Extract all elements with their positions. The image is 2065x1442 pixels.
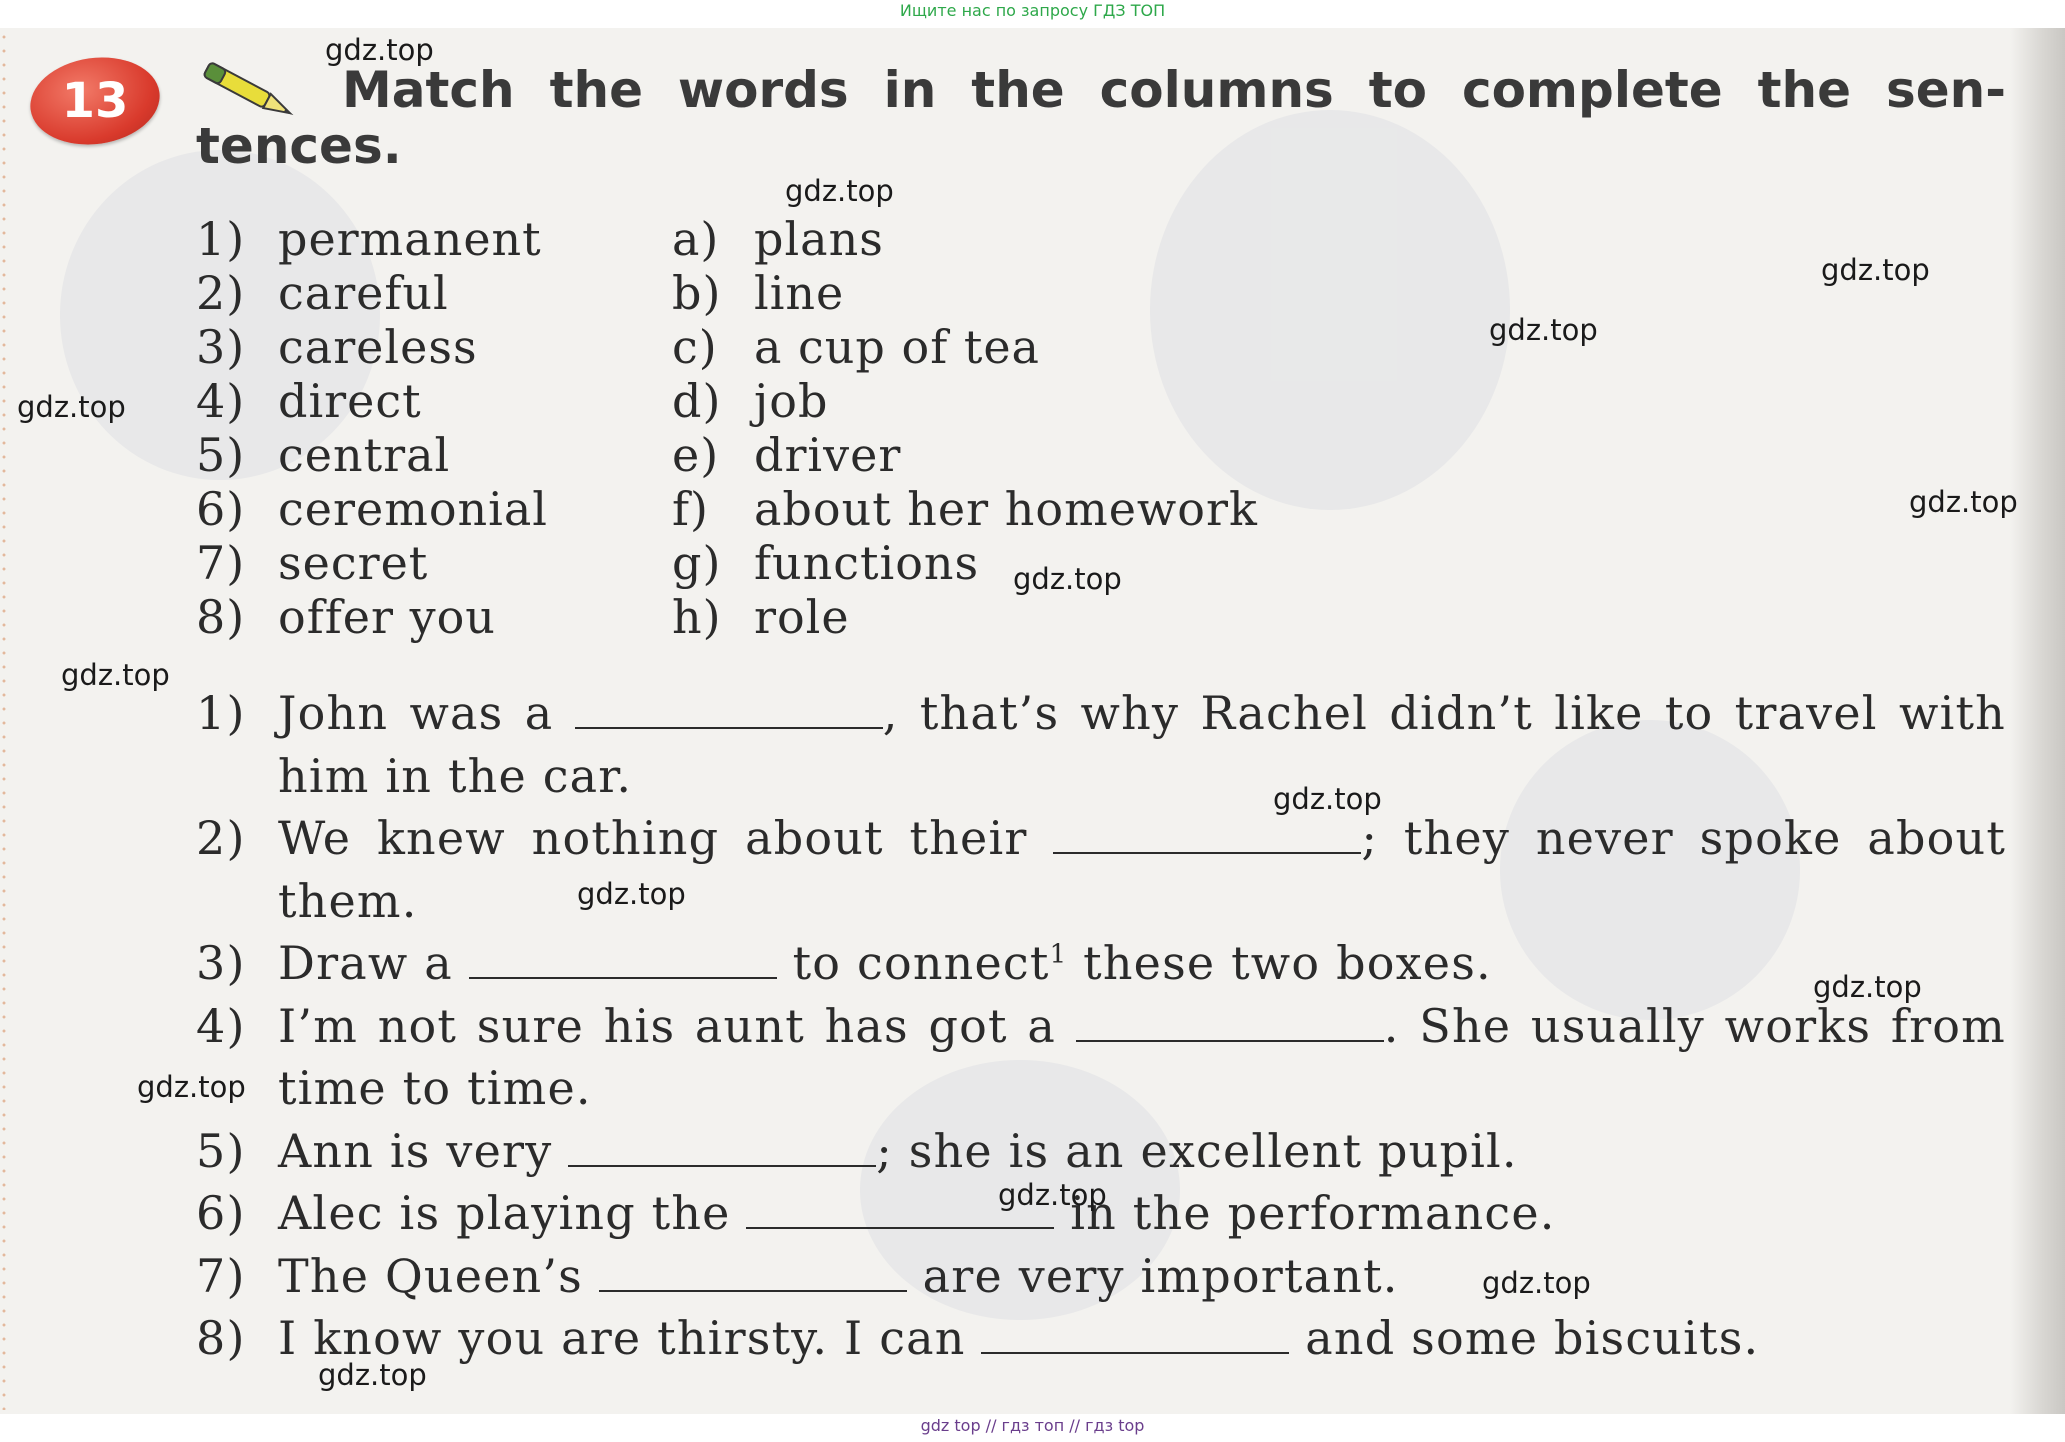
item-word: driver [754, 428, 902, 482]
list-item [196, 590, 548, 644]
footnote-marker: 1 [1049, 939, 1068, 970]
item-word: functions [754, 536, 980, 590]
item-letter: f) [672, 482, 709, 536]
sentence-text-after: ; she is an excellent pupil. [876, 1123, 1518, 1178]
left-word-column [196, 212, 548, 644]
sentence-number: 2) [196, 811, 246, 865]
item-word: a cup of tea [754, 320, 1040, 374]
item-word: permanent [278, 212, 542, 266]
sentence-item [196, 807, 2006, 932]
sentence-text-before: I know you are thirsty. I can [278, 1311, 966, 1365]
watermark: gdz.top [1273, 782, 1382, 816]
answer-blank[interactable] [469, 937, 777, 979]
watermark: gdz.top [1013, 562, 1122, 596]
sentence-number: 4) [196, 998, 246, 1053]
item-letter: c) [672, 320, 718, 374]
exercise-number: 13 [61, 73, 129, 129]
item-number: 8) [196, 590, 246, 644]
sentence-text-before: Ann is very [278, 1123, 553, 1178]
item-number: 7) [196, 536, 246, 590]
list-item [672, 536, 1258, 590]
list-item [196, 212, 548, 266]
answer-blank[interactable] [575, 687, 883, 729]
sentence-item [196, 995, 2006, 1120]
item-number: 4) [196, 374, 246, 428]
list-item [672, 590, 1258, 644]
list-item [672, 212, 1258, 266]
item-word: ceremonial [278, 482, 548, 536]
watermark: gdz.top [61, 658, 170, 692]
list-item [196, 320, 548, 374]
item-word: secret [278, 536, 429, 590]
exercise-instruction [196, 62, 2006, 174]
list-item [196, 428, 548, 482]
sentence-text-before: John was a [278, 686, 554, 740]
sentence-text-after: in the performance. [1070, 1186, 1556, 1240]
item-word: careful [278, 266, 449, 320]
watermark: gdz.top [318, 1358, 427, 1392]
list-item [196, 266, 548, 320]
watermark: gdz.top [17, 390, 126, 424]
watermark: gdz.top [1813, 970, 1922, 1004]
item-word: plans [754, 212, 884, 266]
item-number: 1) [196, 212, 246, 266]
item-number: 5) [196, 428, 246, 482]
sentence-text-after: ; they never spoke about them. [278, 811, 2006, 928]
item-number: 2) [196, 266, 246, 320]
list-item [196, 536, 548, 590]
sentence-text-after: , that’s why Rachel didn’t like to travel with him in the car. [278, 686, 2006, 803]
list-item [672, 428, 1258, 482]
answer-blank[interactable] [1076, 1000, 1384, 1042]
sentence-text-before: The Queen’s [278, 1248, 583, 1303]
sentence-item [196, 1307, 2006, 1370]
list-item [196, 482, 548, 536]
watermark: gdz.top [1482, 1266, 1591, 1300]
item-letter: g) [672, 536, 722, 590]
top-banner[interactable]: Ищите нас по запросу ГДЗ ТОП [899, 1, 1166, 20]
sentence-text-after: to connect [792, 936, 1050, 990]
item-letter: e) [672, 428, 720, 482]
answer-blank[interactable] [1053, 812, 1361, 854]
sentence-number: 7) [196, 1248, 246, 1303]
sentence-number: 1) [196, 686, 246, 740]
watermark: gdz.top [998, 1178, 1107, 1212]
item-word: role [754, 590, 850, 644]
page-margin-dots [0, 30, 8, 1410]
item-word: about her homework [754, 482, 1258, 536]
list-item [672, 374, 1258, 428]
item-word: direct [278, 374, 422, 428]
item-letter: b) [672, 266, 722, 320]
list-item [672, 482, 1258, 536]
sentence-text-before: Alec is playing the [278, 1186, 731, 1240]
item-letter: a) [672, 212, 720, 266]
sentence-text-before: We knew nothing about their [278, 811, 1028, 865]
answer-blank[interactable] [568, 1125, 876, 1167]
item-word: careless [278, 320, 478, 374]
item-number: 6) [196, 482, 246, 536]
page-edge-shadow [2010, 28, 2065, 1414]
sentence-text-after: and some biscuits. [1305, 1311, 1760, 1365]
item-word: offer you [278, 590, 496, 644]
item-letter: h) [672, 590, 722, 644]
watermark: gdz.top [785, 174, 894, 208]
sentence-number: 8) [196, 1311, 246, 1365]
sentence-number: 3) [196, 936, 246, 990]
answer-blank[interactable] [599, 1250, 907, 1292]
instruction-line-2: tences. [196, 117, 402, 175]
sentence-item [196, 932, 2006, 995]
list-item [672, 320, 1258, 374]
item-letter: d) [672, 374, 722, 428]
sentence-number: 5) [196, 1123, 246, 1178]
watermark: gdz.top [1821, 253, 1930, 287]
sentence-text-after: . She usually works from time to time. [278, 998, 2006, 1115]
sentence-item [196, 682, 2006, 807]
list-item [672, 266, 1258, 320]
item-word: job [754, 374, 829, 428]
exercise-number-badge [25, 49, 166, 152]
sentence-number: 6) [196, 1186, 246, 1240]
sentence-item [196, 1120, 2006, 1183]
sentence-text-after: are very important. [922, 1248, 1399, 1303]
right-word-column [672, 212, 1258, 644]
list-item [196, 374, 548, 428]
bottom-banner[interactable]: gdz top // гдз топ // гдз top [920, 1416, 1145, 1435]
item-word: line [754, 266, 845, 320]
sentence-text-after-2: these two boxes. [1083, 936, 1492, 990]
answer-blank[interactable] [981, 1312, 1289, 1354]
watermark: gdz.top [1489, 313, 1598, 347]
watermark: gdz.top [577, 877, 686, 911]
watermark: gdz.top [325, 33, 434, 67]
watermark: gdz.top [1909, 485, 2018, 519]
instruction-line-1: Match the words in the columns to complete the sen- [342, 61, 2006, 119]
sentence-text-before: I’m not sure his aunt has got a [278, 998, 1057, 1053]
item-word: central [278, 428, 451, 482]
sentence-list [196, 682, 2006, 1370]
item-number: 3) [196, 320, 246, 374]
sentence-item [196, 1245, 2006, 1308]
sentence-text-before: Draw a [278, 936, 453, 990]
watermark: gdz.top [137, 1070, 246, 1104]
